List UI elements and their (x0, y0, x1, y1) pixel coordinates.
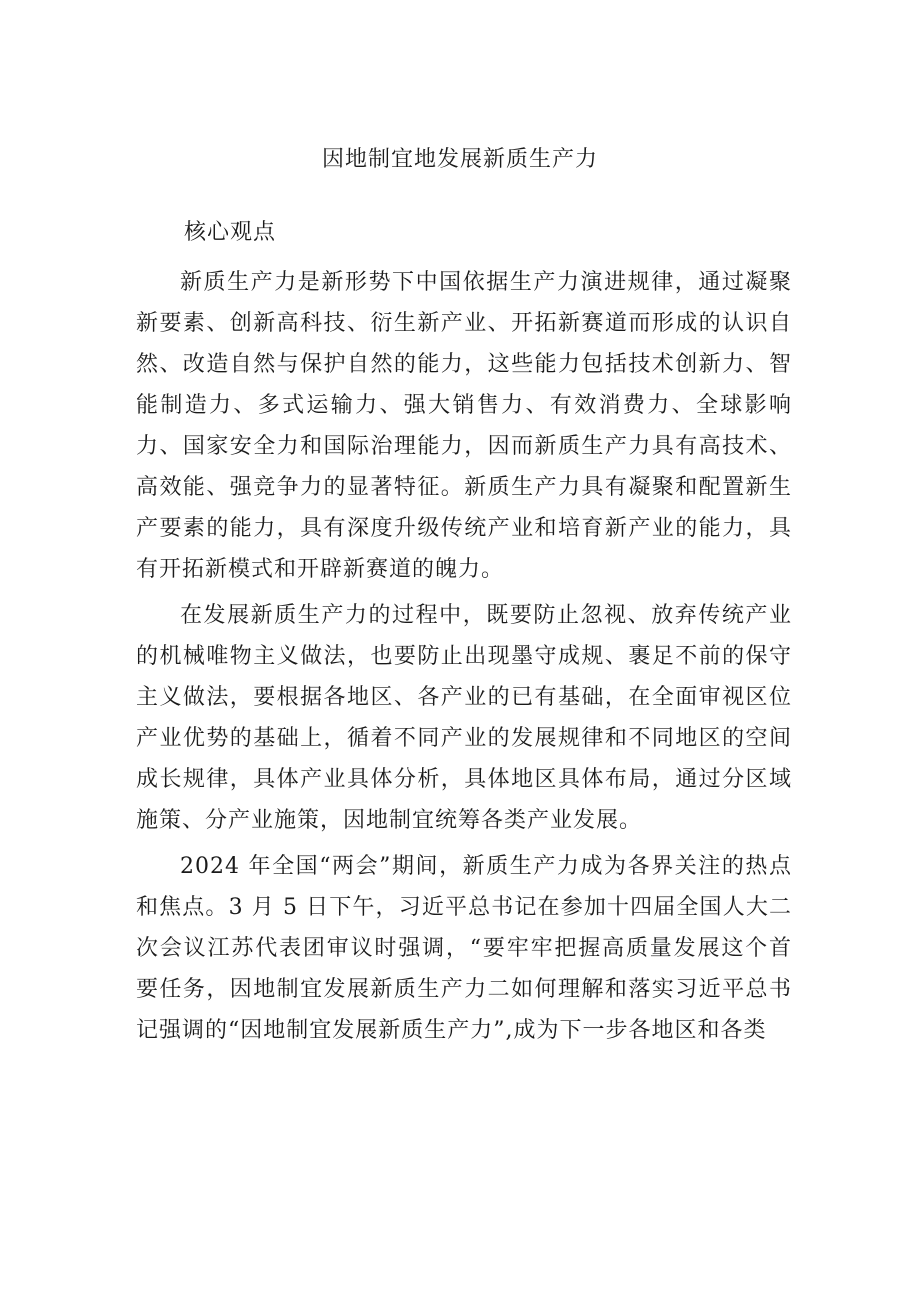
document-title: 因地制宜地发展新质生产力 (321, 147, 598, 172)
paragraph: 新质生产力是新形势下中国依据生产力演进规律，通过凝聚新要素、创新高科技、衍生新产业、开拓新赛道而形成的认识自然、改造自然与保护自然的能力，这些能力包括技术创新力、智能制造力、多式运输力、强大销售力、有效消费力、全球影响力、国家安全力和国际治理能力，因而新质生产力具有高技术、高效能、强竞争力的显著特征。新质生产力具有凝聚和配置新生产要素的能力，具有深度升级传统产业和培育新产业的能力，具有开拓新模式和开辟新赛道的魄力。 (136, 270, 792, 582)
section-heading: 核心观点 (184, 220, 277, 245)
paragraph: 在发展新质生产力的过程中，既要防止忽视、放弃传统产业的机械唯物主义做法，也要防止出现墨守成规、裹足不前的保守主义做法，要根据各地区、各产业的已有基础，在全面审视区位产业优势的基础上，循着不同产业的发展规律和不同地区的空间成长规律，具体产业具体分析，具体地区具体布局，通过分区域施策、分产业施策，因地制宜统筹各类产业发展。 (136, 603, 792, 833)
body-text (136, 262, 792, 1056)
paragraph: 2024 年全国“两会”期间，新质生产力成为各界关注的热点和焦点。3 月 5 日下午，习近平总书记在参加十四届全国人大二次会议江苏代表团审议时强调，“要牢牢把握高质量发展这个首要任务，因地制宜发展新质生产力二如何理解和落实习近平总书记强调的“因地制宜发展新质生产力”,成为下一步各地区和各类 (136, 854, 792, 1043)
